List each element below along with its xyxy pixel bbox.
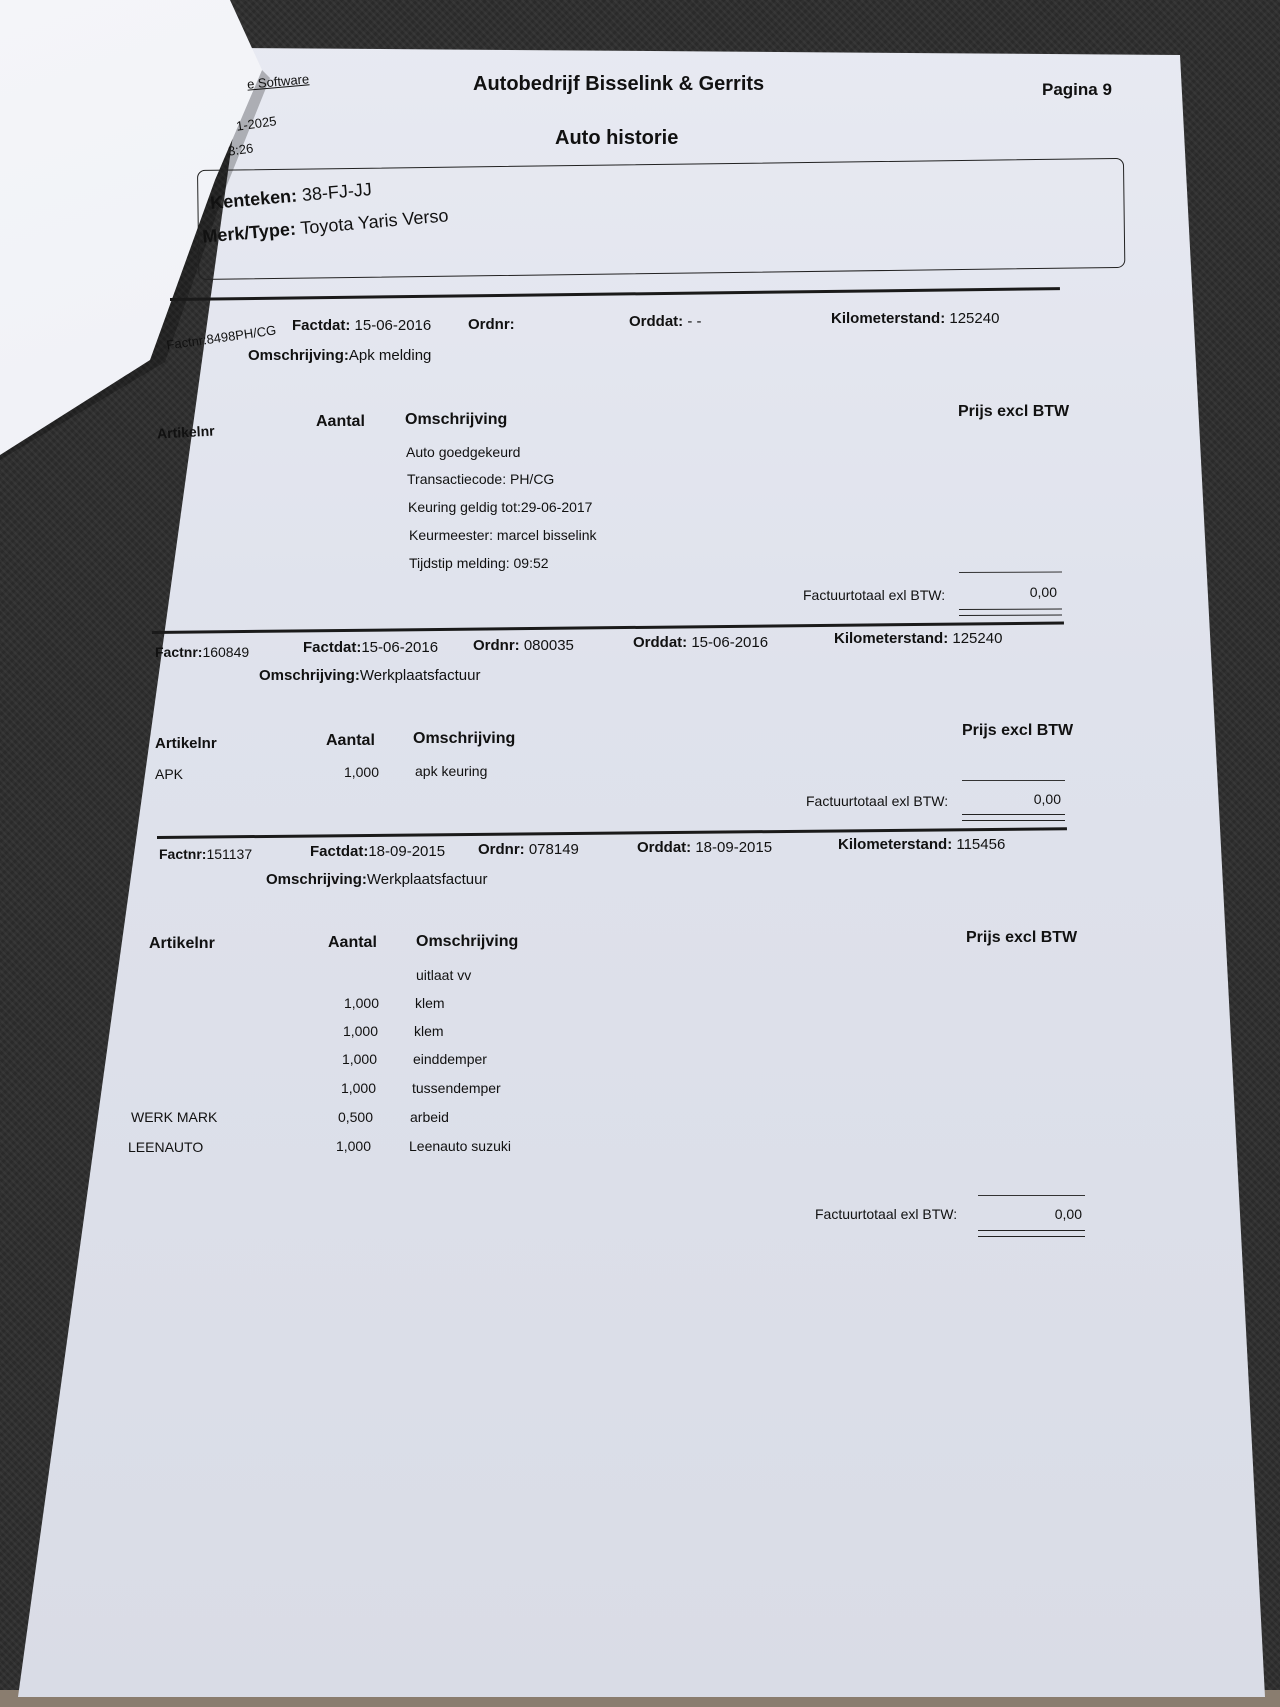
invoice-factnr: Factnr:8498PH/CG bbox=[165, 322, 278, 353]
line-omschrijving: uitlaat vv bbox=[416, 967, 472, 983]
invoice-kilometerstand: Kilometerstand: 115456 bbox=[838, 836, 1006, 853]
col-aantal: Aantal bbox=[326, 732, 375, 749]
col-artikelnr: Artikelnr bbox=[149, 935, 215, 952]
line-aantal: 0,500 bbox=[337, 1109, 373, 1125]
total-value: 0,00 bbox=[1054, 1206, 1082, 1222]
total-double-line bbox=[959, 608, 1062, 616]
invoice-ordnr: Ordnr: bbox=[468, 316, 515, 333]
total-label: Factuurtotaal exl BTW: bbox=[806, 793, 949, 809]
total-double-line bbox=[962, 814, 1065, 821]
col-aantal: Aantal bbox=[328, 934, 377, 951]
line-aantal: 1,000 bbox=[341, 1051, 377, 1067]
invoice-omschrijving: Omschrijving:Apk melding bbox=[248, 347, 432, 364]
col-artikelnr: Artikelnr bbox=[155, 735, 217, 752]
print-date: 1-2025 bbox=[235, 113, 278, 134]
line-omschrijving: Tijdstip melding: 09:52 bbox=[409, 555, 549, 571]
report-title: Auto historie bbox=[555, 127, 679, 149]
line-aantal: 1,000 bbox=[343, 995, 379, 1011]
line-omschrijving: tussendemper bbox=[412, 1080, 501, 1096]
company-name: Autobedrijf Bisselink & Gerrits bbox=[473, 73, 765, 95]
col-artikelnr: Artikelnr bbox=[156, 422, 215, 442]
invoice-factdat: Factdat:15-06-2016 bbox=[303, 639, 439, 656]
invoice-factdat: Factdat:18-09-2015 bbox=[310, 843, 446, 860]
invoice-omschrijving: Omschrijving:Werkplaatsfactuur bbox=[259, 667, 481, 684]
total-double-line bbox=[978, 1230, 1085, 1237]
invoice-factnr: Factnr:151137 bbox=[159, 846, 253, 862]
line-omschrijving: klem bbox=[415, 995, 445, 1011]
col-aantal: Aantal bbox=[316, 413, 365, 430]
line-omschrijving: Auto goedgekeurd bbox=[406, 444, 521, 460]
total-line bbox=[978, 1195, 1085, 1196]
page-number: Pagina 9 bbox=[1042, 80, 1112, 99]
merktype-value: Toyota Yaris Verso bbox=[299, 205, 450, 239]
total-label: Factuurtotaal exl BTW: bbox=[803, 587, 946, 603]
line-artikelnr: APK bbox=[155, 766, 184, 782]
col-omschrijving: Omschrijving bbox=[405, 411, 508, 428]
line-omschrijving: klem bbox=[414, 1023, 444, 1039]
merktype-label: Merk/Type: bbox=[201, 218, 297, 247]
col-prijs: Prijs excl BTW bbox=[966, 929, 1078, 946]
invoice-orddat: Orddat: - - bbox=[629, 313, 702, 330]
line-aantal: 1,000 bbox=[342, 1023, 378, 1039]
total-line bbox=[959, 571, 1062, 573]
line-aantal: 1,000 bbox=[340, 1080, 376, 1096]
line-omschrijving: Keuring geldig tot:29-06-2017 bbox=[408, 499, 593, 515]
invoice-ordnr: Ordnr: 078149 bbox=[478, 841, 579, 858]
line-aantal: 1,000 bbox=[335, 1138, 371, 1154]
line-aantal: 1,000 bbox=[343, 764, 379, 780]
software-name: e Software bbox=[246, 71, 310, 92]
line-omschrijving: einddemper bbox=[413, 1051, 487, 1067]
invoice-orddat: Orddat: 15-06-2016 bbox=[633, 634, 769, 651]
line-artikelnr: WERK MARK bbox=[131, 1109, 218, 1125]
line-omschrijving: Leenauto suzuki bbox=[409, 1138, 511, 1154]
line-omschrijving: arbeid bbox=[410, 1109, 449, 1125]
col-omschrijving: Omschrijving bbox=[416, 933, 519, 950]
total-value: 0,00 bbox=[1029, 584, 1057, 600]
col-prijs: Prijs excl BTW bbox=[962, 722, 1074, 739]
total-value: 0,00 bbox=[1033, 791, 1061, 807]
invoice-separator bbox=[170, 287, 1060, 301]
invoice-omschrijving: Omschrijving:Werkplaatsfactuur bbox=[266, 871, 488, 888]
invoice-factnr: Factnr:160849 bbox=[155, 644, 250, 660]
line-omschrijving: apk keuring bbox=[415, 763, 488, 779]
kenteken-label: Kenteken: bbox=[209, 185, 298, 214]
print-time: 3:26 bbox=[227, 140, 255, 159]
invoice-kilometerstand: Kilometerstand: 125240 bbox=[831, 310, 1000, 327]
line-omschrijving: Transactiecode: PH/CG bbox=[407, 471, 555, 487]
kenteken-value: 38-FJ-JJ bbox=[301, 178, 373, 206]
invoice-factdat: Factdat: 15-06-2016 bbox=[292, 317, 432, 334]
col-prijs: Prijs excl BTW bbox=[958, 403, 1070, 420]
total-label: Factuurtotaal exl BTW: bbox=[815, 1206, 958, 1222]
invoice-kilometerstand: Kilometerstand: 125240 bbox=[834, 630, 1003, 647]
invoice-orddat: Orddat: 18-09-2015 bbox=[637, 839, 773, 856]
line-omschrijving: Keurmeester: marcel bisselink bbox=[409, 527, 597, 543]
col-omschrijving: Omschrijving bbox=[413, 730, 516, 747]
total-line bbox=[962, 780, 1065, 781]
line-artikelnr: LEENAUTO bbox=[128, 1139, 204, 1155]
invoice-ordnr: Ordnr: 080035 bbox=[473, 637, 574, 654]
